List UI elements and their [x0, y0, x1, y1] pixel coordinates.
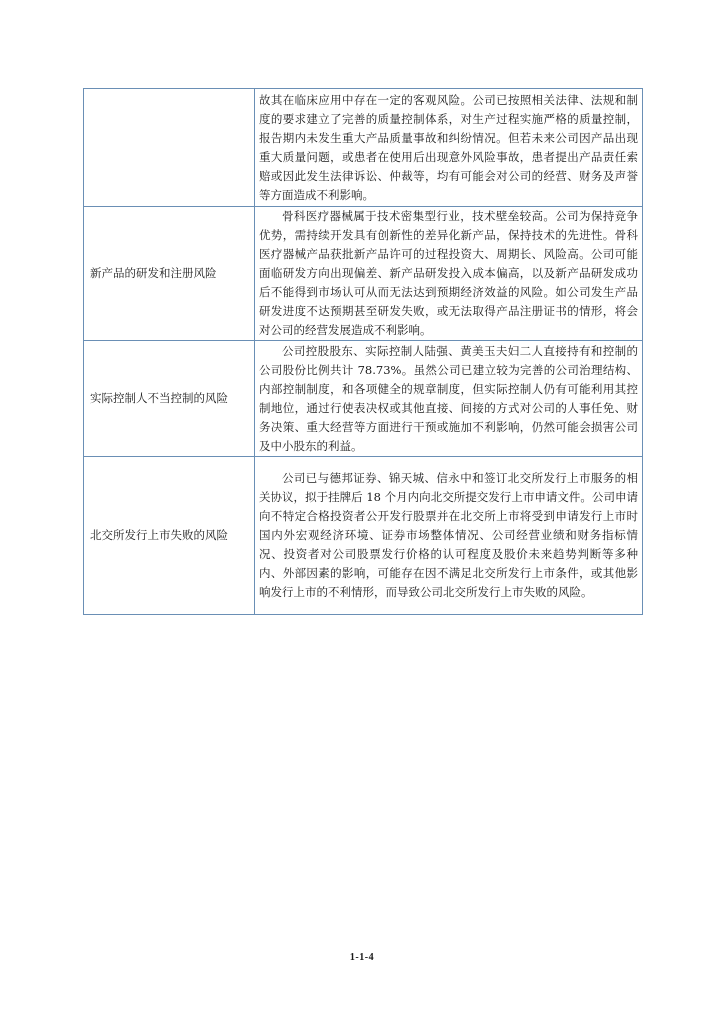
risk-description-cell — [255, 89, 643, 207]
risk-description-cell — [255, 341, 643, 457]
risk-description-text: 公司控股股东、实际控制人陆强、黄美玉夫妇二人直接持有和控制的公司股份比例共计 78.73%。虽然公司已建立较为完善的公司治理结构、内部控制制度，和各项健全的规章制度，但实际控制人仍有可能利用其控制地位，通过行使表决权或其他直接、间接的方式对公司的人事任免、财务决策、重大经营等方面进行干预或施加不利影响，仍然可能会损害公司及中小股东的利益。 — [259, 343, 638, 453]
risk-name-cell: 北交所发行上市失败的风险 — [84, 457, 255, 615]
risk-description-text: 骨科医疗器械属于技术密集型行业，技术壁垒较高。公司为保持竞争优势，需持续开发具有创新性的差异化新产品，保持技术的先进性。骨科医疗器械产品获批新产品许可的过程投资大、周期长、风险高。公司可能面临研发方向出现偏差、新产品研发投入成本偏高，以及新产品研发成功后不能得到市场认可从而无法达到预期经济效益的风险。如公司发生产品研发进度不达预期甚至研发失败，或无法取得产品注册证书的情形，将会对公司的经营发展造成不利影响。 — [259, 209, 638, 337]
risk-name-cell — [84, 89, 255, 207]
risk-table — [83, 88, 643, 615]
risk-description-text: 公司已与德邦证券、锦天城、信永中和签订北交所发行上市服务的相关协议，拟于挂牌后 18 个月内向北交所提交发行上市申请文件。公司申请向不特定合格投资者公开发行股票并在北交所上市将受到申请发行上市时国内外宏观经济环境、证券市场整体情况、公司经营业绩和财务指标情况、投资者对公司股票发行价格的认可程度及股价未来趋势判断等多种内、外部因素的影响，可能存在因不满足北交所发行上市条件，或其他影响发行上市的不利情形，而导致公司北交所发行上市失败的风险。 — [259, 471, 638, 599]
table-row — [84, 89, 643, 207]
risk-name-cell: 新产品的研发和注册风险 — [84, 207, 255, 341]
table-row — [84, 341, 643, 457]
risk-name-cell: 实际控制人不当控制的风险 — [84, 341, 255, 457]
risk-description-cell — [255, 457, 643, 615]
risk-description-text: 故其在临床应用中存在一定的客观风险。公司已按照相关法律、法规和制度的要求建立了完善的质量控制体系，对生产过程实施严格的质量控制，报告期内未发生重大产品质量事故和纠纷情况。但若未来公司因产品出现重大质量问题，或患者在使用后出现意外风险事故，患者提出产品责任索赔或因此发生法律诉讼、仲裁等，均有可能会对公司的经营、财务及声誉等方面造成不利影响。 — [259, 92, 638, 202]
risk-description-cell — [255, 207, 643, 341]
page-number: 1-1-4 — [349, 952, 375, 963]
table-row — [84, 457, 643, 615]
table-row — [84, 207, 643, 341]
